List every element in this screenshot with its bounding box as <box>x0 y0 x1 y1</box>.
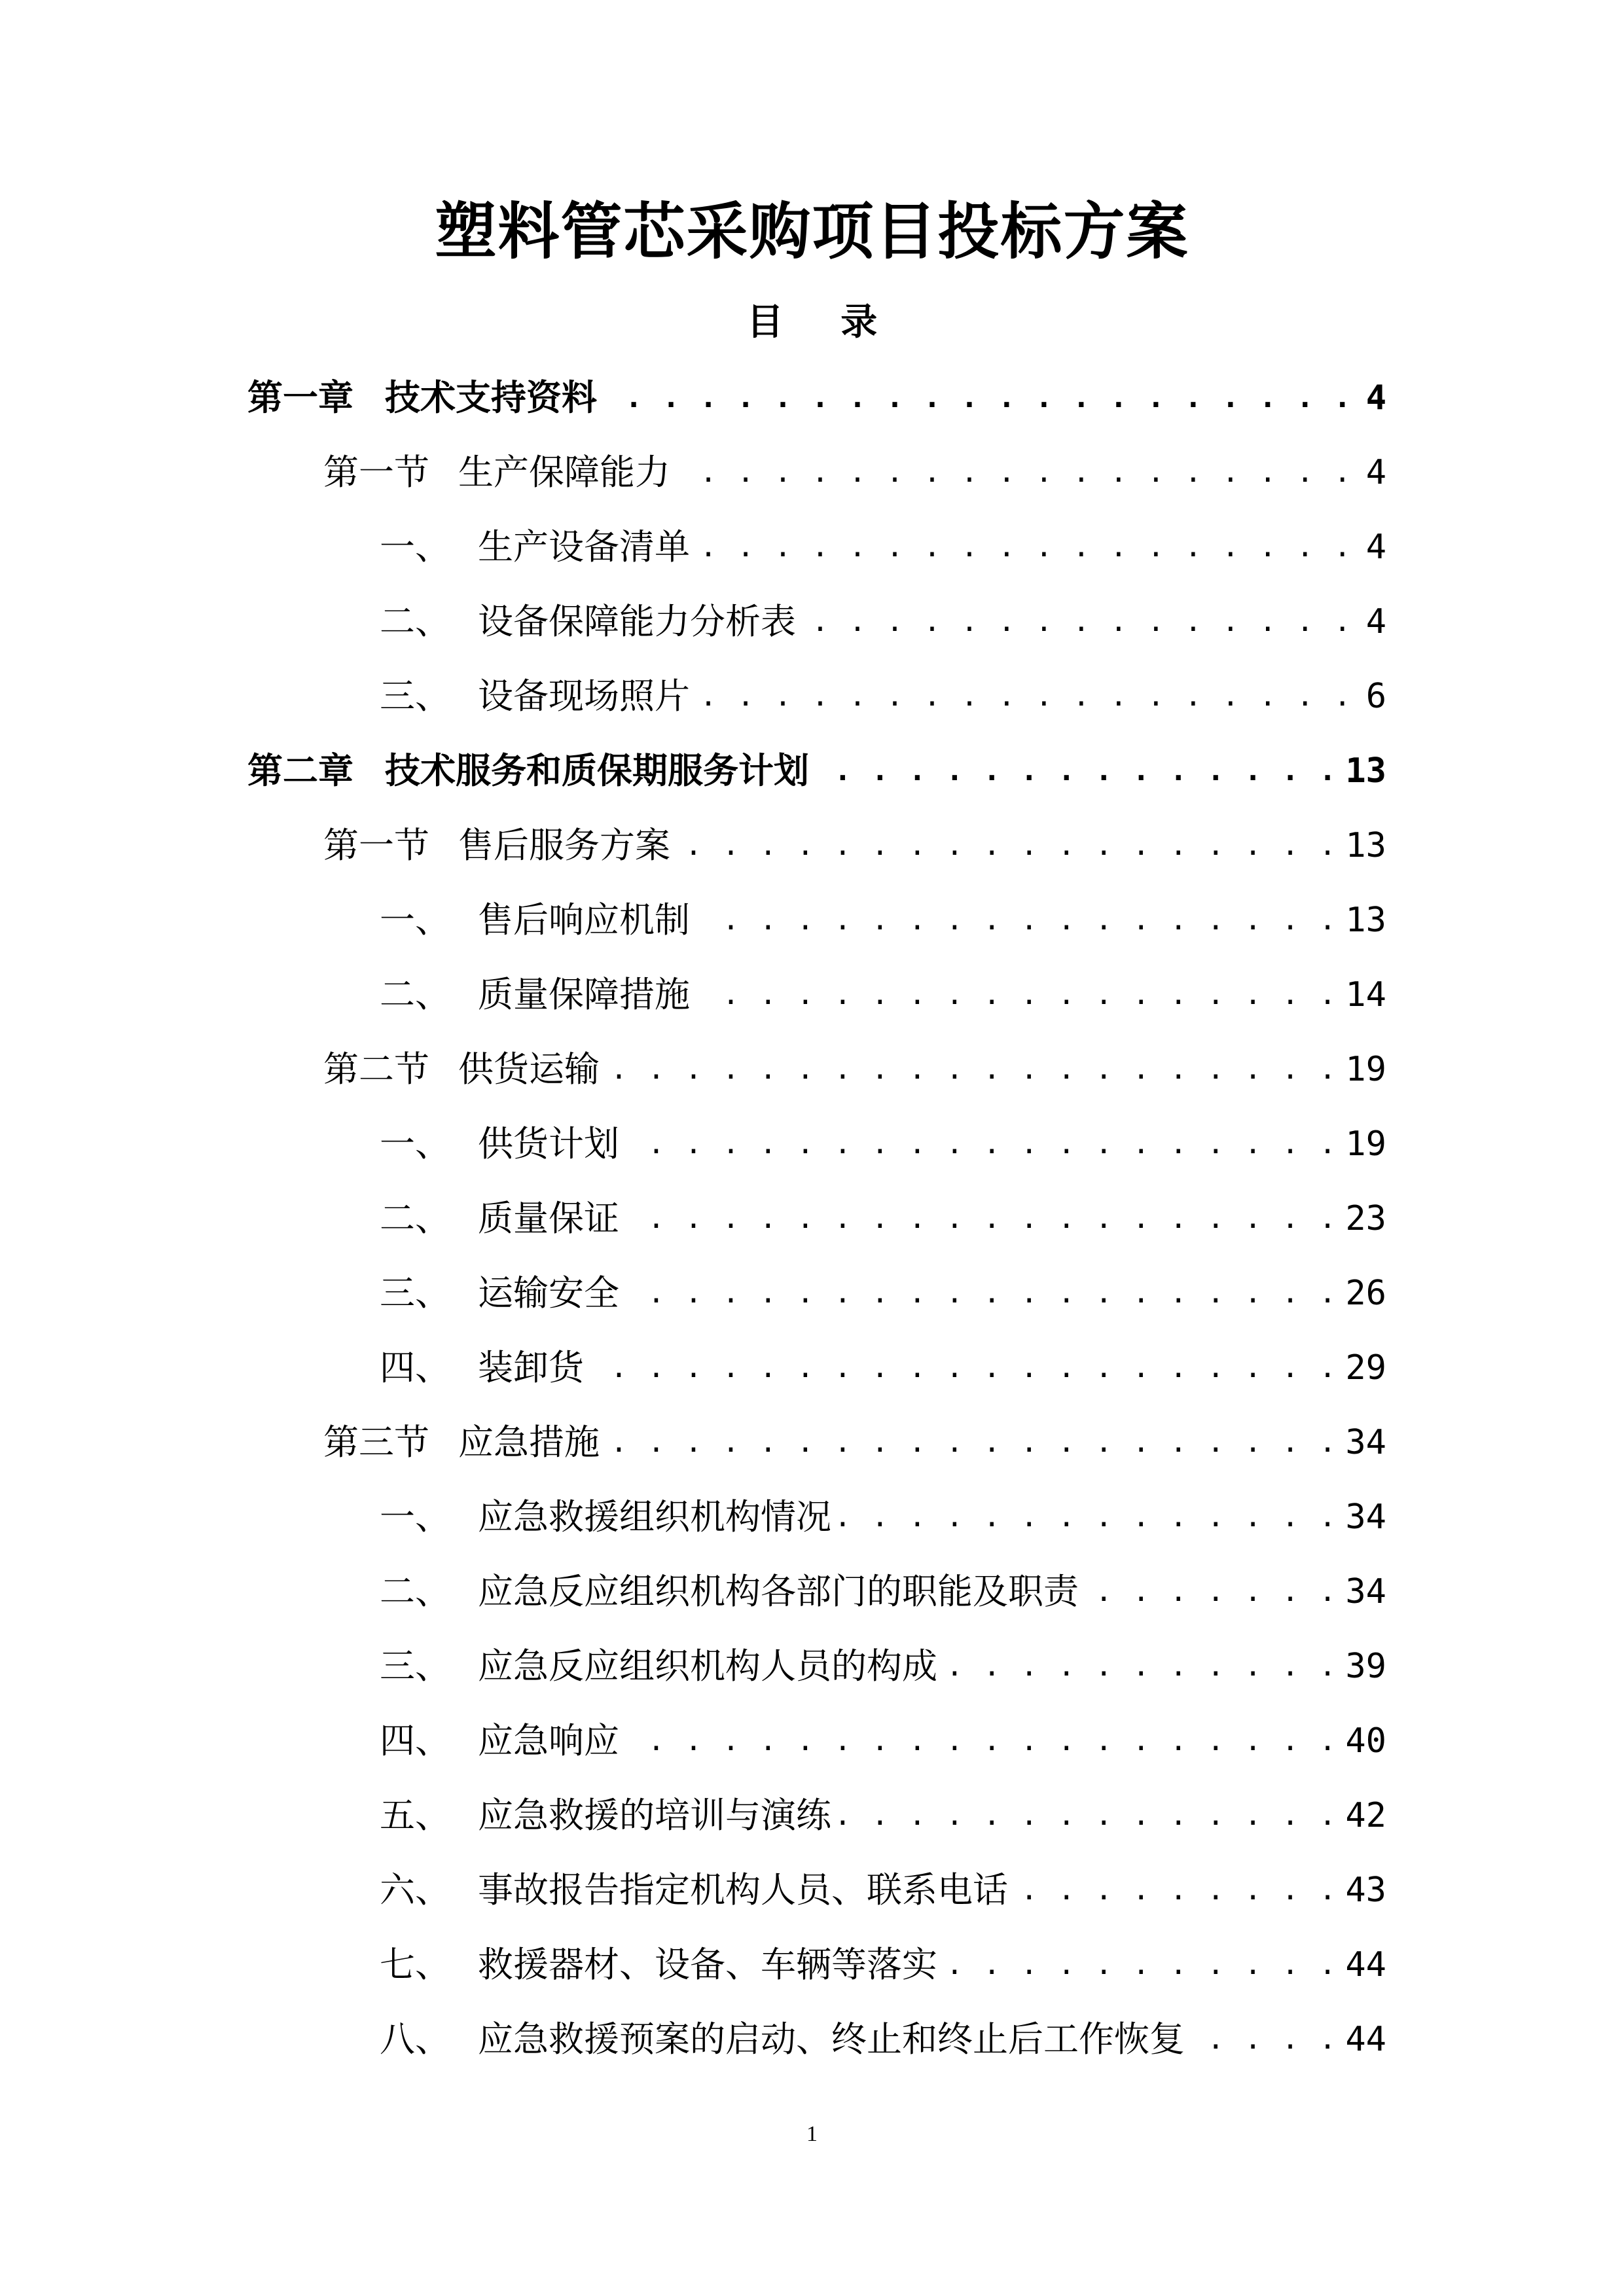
toc-entry-page: 4 <box>1365 378 1386 418</box>
toc-entry[interactable] <box>380 889 1386 952</box>
toc-dot-leader <box>818 740 1337 802</box>
toc-dot-leader <box>699 516 1352 579</box>
toc-entry-title: 技术服务和质保期服务计划 <box>385 750 809 791</box>
toc-entry-title: 供货运输 <box>458 1049 600 1090</box>
toc-entry-page: 44 <box>1345 2020 1386 2059</box>
toc-entry-title: 应急响应 <box>478 1720 619 1761</box>
toc-dot-leader <box>1194 2008 1337 2071</box>
toc-entry-page: 44 <box>1345 1945 1386 1984</box>
toc-entry[interactable] <box>380 1486 1386 1549</box>
toc-entry-page: 4 <box>1365 602 1386 641</box>
toc-entry[interactable] <box>380 1784 1386 1847</box>
toc-dot-leader <box>628 1187 1337 1250</box>
toc-entry-page: 43 <box>1345 1871 1386 1910</box>
toc-entry[interactable] <box>380 1710 1386 1772</box>
toc-entry[interactable] <box>380 1635 1386 1698</box>
toc-entry-title: 生产保障能力 <box>458 452 670 493</box>
toc-dot-leader <box>679 814 1337 877</box>
toc-dot-leader <box>609 1411 1337 1474</box>
toc-entry-number: 五、 <box>380 1795 450 1836</box>
toc-entry-number: 七、 <box>380 1944 450 1985</box>
toc-dot-leader <box>1088 1560 1337 1623</box>
toc-entry-number: 三、 <box>380 1272 450 1314</box>
toc-entry-number: 第一章 <box>247 377 353 418</box>
toc-dot-leader <box>699 665 1352 728</box>
toc-dot-leader <box>840 1784 1337 1847</box>
toc-entry-number: 二、 <box>380 601 450 642</box>
toc-entry-title: 供货计划 <box>478 1123 619 1164</box>
toc-entry[interactable] <box>247 367 1386 429</box>
toc-entry-number: 二、 <box>380 974 450 1015</box>
toc-entry[interactable] <box>380 1933 1386 1996</box>
toc-entry-page: 42 <box>1345 1796 1386 1835</box>
toc-entry-number: 第二章 <box>247 750 353 791</box>
toc-entry[interactable] <box>380 516 1386 579</box>
toc-entry-title: 售后响应机制 <box>478 899 690 941</box>
toc-entry[interactable] <box>380 665 1386 728</box>
toc-dot-leader <box>593 1336 1337 1399</box>
toc-entry[interactable] <box>323 1411 1386 1474</box>
toc-entry[interactable] <box>380 1336 1386 1399</box>
toc-dot-leader <box>699 963 1337 1026</box>
toc-entry-page: 13 <box>1345 751 1386 791</box>
toc-entry-title: 售后服务方案 <box>458 825 670 866</box>
toc-entry-page: 39 <box>1345 1647 1386 1686</box>
toc-entry-page: 6 <box>1365 677 1386 716</box>
toc-entry-title: 质量保证 <box>478 1198 619 1239</box>
toc-dot-leader <box>840 1486 1337 1549</box>
toc-dot-leader <box>628 1710 1337 1772</box>
toc-entry[interactable] <box>323 1038 1386 1101</box>
toc-entry-page: 19 <box>1345 1050 1386 1089</box>
toc-entry-title: 运输安全 <box>478 1272 619 1314</box>
toc-entry-number: 四、 <box>380 1720 450 1761</box>
toc-entry-number: 一、 <box>380 526 450 567</box>
toc-entry-page: 29 <box>1345 1348 1386 1388</box>
toc-dot-leader <box>699 889 1337 952</box>
toc-entry-number: 二、 <box>380 1198 450 1239</box>
toc-entry-title: 设备现场照片 <box>478 675 690 717</box>
toc-entry-title: 质量保障措施 <box>478 974 690 1015</box>
toc-entry-title: 救援器材、设备、车辆等落实 <box>478 1944 937 1985</box>
toc-entry-number: 三、 <box>380 1645 450 1687</box>
toc-entry-title: 应急反应组织机构人员的构成 <box>478 1645 937 1687</box>
toc-entry[interactable] <box>380 590 1386 653</box>
toc-entry[interactable] <box>247 740 1386 802</box>
toc-entry-number: 第一节 <box>323 825 429 866</box>
page-number: 1 <box>806 2122 818 2146</box>
toc-dot-leader <box>628 1113 1337 1175</box>
toc-entry-page: 34 <box>1345 1572 1386 1611</box>
toc-dot-leader <box>679 441 1352 504</box>
toc-entry[interactable] <box>380 1187 1386 1250</box>
toc-heading: 目 录 <box>746 301 900 344</box>
toc-entry-title: 事故报告指定机构人员、联系电话 <box>478 1869 1008 1910</box>
toc-dot-leader <box>628 1262 1337 1325</box>
toc-entry-page: 26 <box>1345 1274 1386 1313</box>
toc-entry-page: 19 <box>1345 1124 1386 1164</box>
toc-entry[interactable] <box>380 1859 1386 1922</box>
toc-entry-page: 4 <box>1365 528 1386 567</box>
toc-entry-page: 23 <box>1345 1199 1386 1238</box>
toc-entry-title: 应急措施 <box>458 1422 600 1463</box>
toc-entry-number: 四、 <box>380 1347 450 1388</box>
toc-entry-title: 装卸货 <box>478 1347 584 1388</box>
toc-dot-leader <box>606 367 1352 429</box>
toc-entry-title: 生产设备清单 <box>478 526 690 567</box>
document-title: 塑料管芯采购项目投标方案 <box>435 196 1189 268</box>
toc-dot-leader <box>805 590 1352 653</box>
toc-entry[interactable] <box>380 1560 1386 1623</box>
toc-entry-page: 13 <box>1345 901 1386 940</box>
toc-entry-page: 14 <box>1345 975 1386 1014</box>
toc-entry[interactable] <box>323 441 1386 504</box>
toc-entry-title: 技术支持资料 <box>385 377 597 418</box>
toc-entry-title: 应急救援组织机构情况 <box>478 1496 831 1537</box>
toc-dot-leader <box>1017 1859 1337 1922</box>
toc-entry-number: 一、 <box>380 1123 450 1164</box>
toc-entry[interactable] <box>380 1262 1386 1325</box>
toc-entry-page: 34 <box>1345 1423 1386 1462</box>
toc-entry[interactable] <box>380 963 1386 1026</box>
toc-entry-number: 一、 <box>380 899 450 941</box>
toc-entry-page: 13 <box>1345 826 1386 865</box>
toc-entry[interactable] <box>323 814 1386 877</box>
toc-entry-number: 八、 <box>380 2018 450 2060</box>
toc-entry-number: 三、 <box>380 675 450 717</box>
toc-entry-title: 应急反应组织机构各部门的职能及职责 <box>478 1571 1079 1612</box>
toc-entry[interactable] <box>380 1113 1386 1175</box>
toc-entry-number: 第二节 <box>323 1049 429 1090</box>
toc-entry-page: 34 <box>1345 1498 1386 1537</box>
toc-entry-page: 4 <box>1365 453 1386 492</box>
toc-entry-number: 六、 <box>380 1869 450 1910</box>
toc-entry-page: 40 <box>1345 1721 1386 1761</box>
toc-entry-title: 应急救援预案的启动、终止和终止后工作恢复 <box>478 2018 1185 2060</box>
toc-entry[interactable] <box>380 2008 1386 2071</box>
toc-entry-number: 第三节 <box>323 1422 429 1463</box>
toc-dot-leader <box>947 1635 1337 1698</box>
toc-entry-title: 应急救援的培训与演练 <box>478 1795 831 1836</box>
toc-entry-number: 第一节 <box>323 452 429 493</box>
toc-dot-leader <box>947 1933 1337 1996</box>
toc-dot-leader <box>609 1038 1337 1101</box>
toc-entry-title: 设备保障能力分析表 <box>478 601 796 642</box>
toc-entry-number: 二、 <box>380 1571 450 1612</box>
toc-entry-number: 一、 <box>380 1496 450 1537</box>
